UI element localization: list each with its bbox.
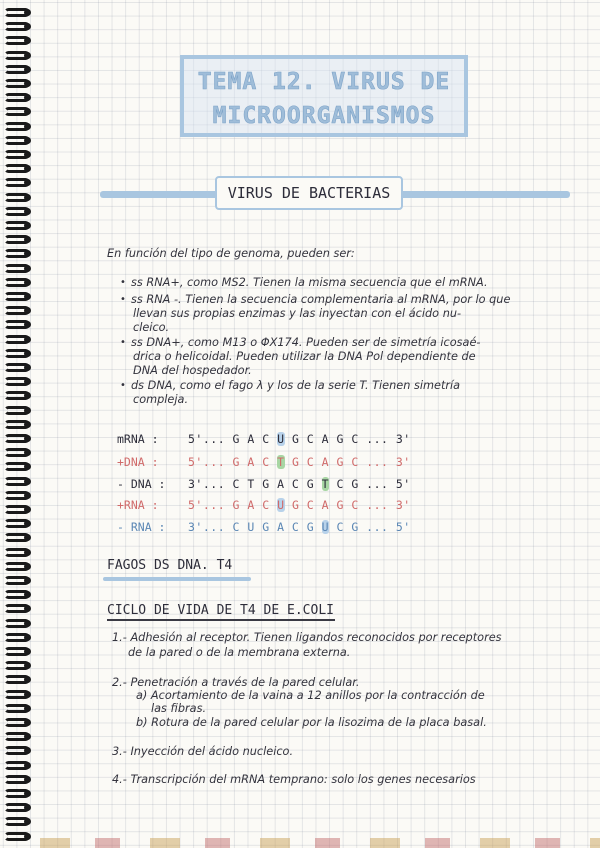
sequence-highlighted-base: T [277,455,285,469]
section-fagos-underline [103,577,251,581]
spiral-hole [24,265,31,272]
spiral-hole [24,676,31,683]
spiral-hole [24,605,31,612]
spiral-hole [24,421,31,428]
spiral-hole [24,762,31,769]
title-line-1: TEMA 12. VIRUS DE [197,69,451,95]
spiral-hole [24,563,31,570]
spiral-hole [24,719,31,726]
step-1-line-1: 1.- Adhesión al receptor. Tienen ligandos reconocidos por receptores [112,631,502,644]
spiral-hole [24,776,31,783]
spiral-hole [24,9,31,16]
spiral-hole [24,747,31,754]
spiral-hole [24,80,31,87]
spiral-hole [24,534,31,541]
spiral-hole [24,392,31,399]
bullet-2-line-2: llevan sus propias enzimas y las inyectan con el ácido nu- [133,307,462,320]
spiral-hole [24,492,31,499]
title-line-2: MICROORGANISMOS [212,103,436,129]
spiral-hole [24,549,31,556]
spiral-hole [24,506,31,513]
section-fagos-heading: FAGOS DS DNA. T4 [107,558,233,573]
spiral-hole [24,733,31,740]
spiral-hole [24,378,31,385]
sequence-label: - RNA : [117,520,166,534]
sequence-prefix: 5'... G A C [188,498,278,512]
spiral-hole [24,520,31,527]
spiral-hole [24,705,31,712]
bullet-3-line-2: drica o helicoidal. Pueden utilizar la DNA Pol dependiente de [133,350,476,363]
sequence-prefix: 5'... G A C [188,455,278,469]
sequence-suffix: C G ... 5' [329,520,411,534]
bullet-2-line-3: cleico. [133,321,170,334]
step-2-line-2: a) Acortamiento de la vaina a 12 anillos por la contracción de [136,689,485,702]
sequence-suffix: G C A G C ... 3' [284,498,411,512]
sequence-label: +RNA : [117,498,159,512]
step-2-line-4: b) Rotura de la pared celular por la lisozima de la placa basal. [136,716,487,729]
spiral-hole [24,350,31,357]
spiral-hole [24,179,31,186]
step-2-line-1: 2.- Penetración a través de la pared celular. [112,676,360,689]
intro-text: En función del tipo de genoma, pueden ser: [107,247,355,260]
bullet-3-line-3: DNA del hospedador. [133,364,252,377]
sequence-prefix: 3'... C U G A C G [188,520,322,534]
bottom-edge-marks [40,838,600,848]
sequence-strand [188,432,411,446]
spiral-hole [24,364,31,371]
section-ciclo-underline [107,619,335,621]
step-1-line-2: de la pared o de la membrana externa. [128,646,351,659]
spiral-hole [24,648,31,655]
spiral-hole [24,463,31,470]
spiral-hole [24,336,31,343]
sequence-strand [188,520,411,534]
section-ciclo-heading: CICLO DE VIDA DE T4 DE E.COLI [107,603,334,618]
step-4-line-1: 4.- Transcripción del mRNA temprano: solo los genes necesarios [112,773,476,786]
spiral-hole [24,691,31,698]
bullet-3-line-1: ss DNA+, como M13 o ΦX174. Pueden ser de simetría icosaé- [131,336,481,349]
sequence-highlighted-base: U [321,520,330,534]
sequence-label: mRNA : [117,432,159,446]
bullet-dot: • [120,294,126,305]
title-box [180,55,468,137]
spiral-hole [24,236,31,243]
spiral-hole [24,66,31,73]
spiral-hole [24,833,31,840]
step-3-line-1: 3.- Inyección del ácido nucleico. [112,745,294,758]
sequence-label: +DNA : [117,455,159,469]
sequence-strand [188,455,411,469]
spiral-hole [24,123,31,130]
spiral-hole [24,478,31,485]
spiral-hole [24,662,31,669]
spiral-hole [24,94,31,101]
sequence-highlighted-base: U [277,432,285,446]
bullet-1-line-1: ss RNA+, como MS2. Tienen la misma secuencia que el mRNA. [131,276,488,289]
spiral-hole [24,449,31,456]
spiral-hole [24,634,31,641]
bullet-4-line-1: ds DNA, como el fago λ y los de la serie T. Tienen simetría [131,379,461,392]
bullet-2-line-1: ss RNA -. Tienen la secuencia complementaria al mRNA, por lo que [131,293,511,306]
sequence-suffix: C G ... 5' [329,477,411,491]
sequence-prefix: 3'... C T G A C G [188,477,322,491]
spiral-hole [24,279,31,286]
subtitle: VIRUS DE BACTERIAS [215,176,403,210]
spiral-hole [24,165,31,172]
spiral-hole [24,620,31,627]
sequence-suffix: G C A G C ... 3' [284,455,411,469]
spiral-hole [24,321,31,328]
step-2-line-3: las fibras. [151,702,207,715]
spiral-hole [24,37,31,44]
spiral-hole [24,591,31,598]
spiral-hole [24,108,31,115]
spiral-hole [24,818,31,825]
spiral-hole [24,194,31,201]
bullet-dot: • [120,337,126,348]
bullet-4-line-2: compleja. [133,393,189,406]
sequence-strand [188,477,411,491]
spiral-hole [24,23,31,30]
bullet-dot: • [120,380,126,391]
spiral-hole [24,137,31,144]
spiral-hole [24,804,31,811]
spiral-hole [24,577,31,584]
spiral-hole [24,435,31,442]
sequence-strand [188,498,411,512]
bullet-dot: • [120,277,126,288]
spiral-hole [24,151,31,158]
spiral-hole [24,208,31,215]
sequence-suffix: G C A G C ... 3' [284,432,411,446]
sequence-highlighted-base: U [277,498,285,512]
spiral-binding [0,0,34,848]
spiral-hole [24,790,31,797]
spiral-hole [24,307,31,314]
spiral-hole [24,222,31,229]
spiral-hole [24,293,31,300]
sequence-highlighted-base: T [321,477,330,491]
sequence-prefix: 5'... G A C [188,432,278,446]
sequence-label: - DNA : [117,477,166,491]
spiral-hole [24,52,31,59]
spiral-hole [24,250,31,257]
subtitle-banner [100,176,570,212]
spiral-hole [24,407,31,414]
